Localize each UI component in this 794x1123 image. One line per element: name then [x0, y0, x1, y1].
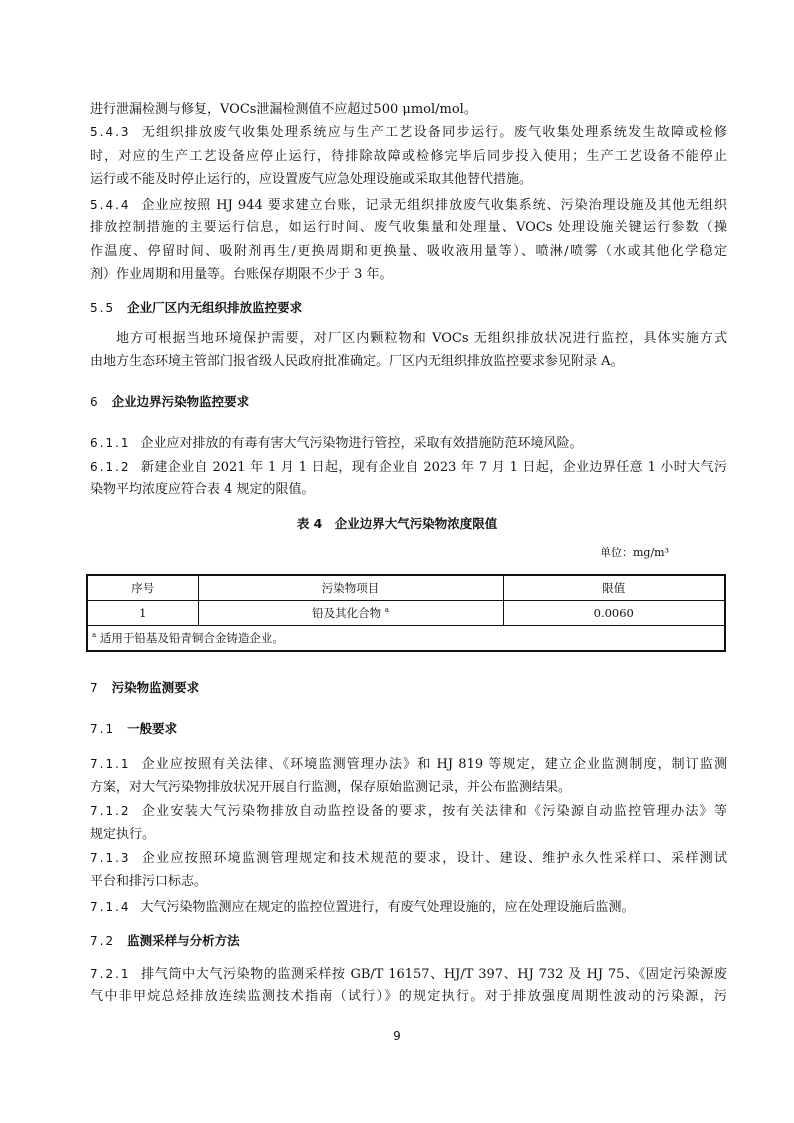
table-header-row: [87, 575, 725, 601]
clause-number: 7.1.3: [90, 851, 131, 865]
clause-number: 6.1.1: [90, 436, 131, 450]
clause-number: 5.4.3: [90, 125, 131, 139]
header-cell: 污染物项目: [198, 575, 503, 601]
text-line: 企业应对排放的有毒有害大气污染物进行管控，采取有效措施防范环境风险。: [140, 436, 583, 451]
heading-text: 企业厂区内无组织排放监控要求: [127, 300, 303, 315]
heading-number: 7.2: [90, 934, 116, 948]
item-text: 铅及其化合物: [312, 606, 382, 620]
header-cell: 序号: [87, 575, 198, 601]
clause-5-4-3: [90, 123, 727, 141]
heading-number: 5.5: [90, 301, 116, 315]
header-cell: 限值: [503, 575, 725, 601]
heading-6: [90, 393, 727, 411]
text-line: 排气筒中大气污染物的监测采样按 GB/T 16157、HJ/T 397、HJ 732 及 HJ 75、《固定污染源废: [140, 967, 727, 982]
footnote-cell: [87, 626, 725, 652]
text-line: 染物平均浓度应符合表 4 规定的限值。: [90, 482, 315, 497]
text-line: 新建企业自 2021 年 1 月 1 日起，现有企业自 2023 年 7 月 1 日起，企业边界任意 1 小时大气污: [140, 460, 727, 475]
clause-number: 6.1.2: [90, 460, 131, 474]
text-line: 地方可根据当地环境保护需要，对厂区内颗粒物和 VOCs 无组织排放状况进行监控，具体实施方式: [116, 331, 727, 346]
heading-text: 一般要求: [127, 721, 178, 736]
table-row: [87, 601, 725, 626]
cell-item: [198, 601, 503, 626]
text-line: 企业应按照有关法律、《环境监测管理办法》和 HJ 819 等规定，建立企业监测制度，制订监测: [140, 757, 727, 772]
clause-number: 7.1.4: [90, 900, 131, 914]
text-line: 由地方生态环境主管部门报省级人民政府批准确定。厂区内无组织排放监控要求参见附录 A。: [90, 354, 624, 369]
text-line: 作温度、停留时间、吸附剂再生/更换周期和更换量、吸收液用量等）、喷淋/喷雾（水或其他化学稳定: [90, 244, 727, 259]
clause-7-1-2: [90, 802, 727, 820]
heading-text: 监测采样与分析方法: [127, 933, 240, 948]
clause-7-1-4: [90, 898, 727, 917]
heading-7-2: [90, 932, 727, 950]
heading-number: 7.1: [90, 722, 116, 736]
text-line: 企业应按照 HJ 944 要求建立台账，记录无组织排放废气收集系统、污染治理设施及其他无组织: [140, 198, 727, 213]
text-line: 企业安装大气污染物排放自动监控设备的要求，按有关法律和《污染源自动监控管理办法》等: [140, 804, 727, 819]
text-line: 平台和排污口标志。: [90, 874, 208, 889]
page-number: 9: [393, 1029, 401, 1043]
heading-number: 6: [90, 395, 100, 409]
heading-7-1: [90, 720, 727, 738]
text-line: 进行泄漏检测与修复，VOCs泄漏检测值不应超过500 μmol/mol。: [90, 102, 477, 117]
table-unit: 单位：mg/m³: [600, 546, 670, 559]
text-line: 无组织排放废气收集处理系统应与生产工艺设备同步运行。废气收集处理系统发生故障或检修: [140, 125, 727, 140]
cell-limit: 0.0060: [503, 601, 725, 626]
footnote-mark: a: [92, 631, 97, 640]
footnote-mark: a: [384, 606, 389, 615]
text-line: 剂）作业周期和用量等。台账保存期限不少于 3 年。: [90, 267, 393, 282]
clause-6-1-2: [90, 458, 727, 476]
clause-5-4-4: [90, 196, 727, 214]
clause-number: 7.2.1: [90, 967, 131, 981]
text-line: 企业应按照环境监测管理规定和技术规范的要求，设计、建设、维护永久性采样口、采样测试: [140, 851, 727, 866]
footnote-text: 适用于铅基及铅青铜合金铸造企业。: [99, 631, 284, 645]
cell-no: 1: [87, 601, 198, 626]
clause-7-1-1: [90, 755, 727, 773]
text-line: 方案，对大气污染物排放状况开展自行监测，保存原始监测记录，并公布监测结果。: [90, 780, 572, 795]
text-line: 运行或不能及时停止运行的，应设置废气应急处理设施或采取其他替代措施。: [90, 172, 533, 187]
text-line: 排放控制措施的主要运行信息，如运行时间、废气收集量和处理量、VOCs 处理设施关键运行参数（操: [90, 220, 727, 235]
clause-7-1-3: [90, 849, 727, 867]
table-caption: 表 4 企业边界大气污染物浓度限值: [296, 516, 498, 531]
text-line: 时，对应的生产工艺设备应停止运行，待排除故障或检修完毕后同步投入使用；生产工艺设备不能停止: [90, 149, 727, 164]
text-line: 规定执行。: [90, 827, 156, 842]
clause-number: 7.1.2: [90, 804, 131, 818]
heading-text: 企业边界污染物监控要求: [111, 394, 250, 409]
clause-number: 7.1.1: [90, 757, 131, 771]
clause-7-2-1: [90, 965, 727, 983]
clause-6-1-1: [90, 434, 727, 453]
heading-7: [90, 679, 727, 697]
limits-table: [86, 574, 726, 652]
text-line: 大气污染物监测应在规定的监控位置进行，有废气处理设施的，应在处理设施后监测。: [140, 900, 635, 915]
table-footnote-row: [87, 626, 725, 652]
heading-text: 污染物监测要求: [111, 680, 200, 695]
heading-number: 7: [90, 681, 100, 695]
heading-5-5: [90, 299, 727, 317]
text-line: 气中非甲烷总烃排放连续监测技术指南（试行）》的规定执行。对于排放强度周期性波动的污染源，污: [90, 989, 727, 1004]
clause-number: 5.4.4: [90, 198, 131, 212]
